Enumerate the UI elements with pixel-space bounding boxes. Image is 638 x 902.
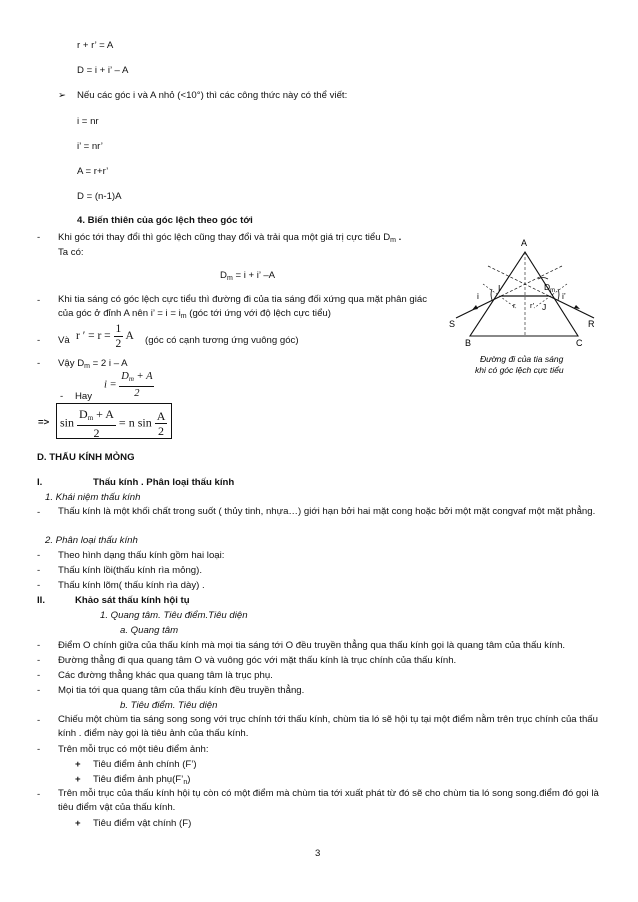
sub-heading-1: 1. Khái niệm thấu kính: [45, 492, 141, 503]
boxed-formula: [56, 403, 172, 439]
label-i: i: [477, 291, 479, 301]
sub-heading-3b: b. Tiêu điểm. Tiêu diện: [120, 700, 218, 711]
label-A: A: [521, 238, 528, 248]
angle-arc-dm: [538, 278, 548, 280]
label-J: J: [542, 302, 547, 312]
plus-bullet: +: [75, 818, 81, 829]
concave-lens: Thấu kính lõm( thấu kính rìa dày) .: [58, 580, 205, 591]
vay-line: Vậy $D_m = 2$ i – A: [58, 358, 128, 370]
label-i-prime: i’: [562, 291, 566, 301]
plus-bullet: +: [75, 774, 81, 785]
object-focus-def: Trên mỗi trục của thấu kính hội tụ còn có một điểm mà chùm tia tới xuất phát từ đó sẽ cho chùm tia ló song song.điểm đó gọi là tiêu điểm vật của thấu kính.: [58, 788, 599, 813]
heading-1: Thấu kính . Phân loại thấu kính: [93, 477, 235, 488]
diagram-caption-2: khi có góc lệch cực tiểu: [475, 365, 564, 375]
incident-arrow: [472, 305, 478, 310]
angle-arc-i: [491, 289, 492, 300]
prism-svg: [448, 236, 608, 381]
section-4-p2: Khi tia sáng có góc lệch cực tiểu thì đường đi của tia sáng đối xứng qua mặt phân giác của góc ở đỉnh A nên i’ = $i = i_m$ (góc tới ứng với độ lệch cực tiểu): [58, 294, 428, 320]
sub-heading-3: 1. Quang tâm. Tiêu điểm.Tiêu diện: [100, 610, 248, 621]
dash-bullet: -: [37, 744, 41, 755]
section-4-p1b: Ta có:: [58, 247, 84, 258]
dash-bullet: -: [37, 507, 41, 518]
dash-bullet: -: [37, 580, 41, 591]
formula-i-nr: i = nr: [77, 116, 99, 127]
label-r: r: [513, 301, 516, 310]
formula-a-sum: A = r+r’: [77, 166, 109, 177]
secondary-axis-def: Các đường thẳng khác qua quang tâm là trục phụ.: [58, 670, 273, 681]
lens-definition: Thấu kính là một khối chất trong suốt ( thủy tinh, nhựa…) giới hạn bởi hai mặt cong hoặc bởi một mặt congvaf một mặt phẳng.: [58, 506, 596, 517]
formula-deviation: D = i + i’ – A: [77, 65, 129, 76]
dash-bullet: -: [37, 565, 41, 576]
arrow-bullet: ➢: [58, 90, 67, 101]
section-4-title: 4. Biến thiên của góc lệch theo góc tới: [77, 215, 253, 226]
main-object-focus: Tiêu điểm vật chính (F): [93, 818, 192, 829]
dash-bullet: -: [37, 358, 41, 369]
sub-heading-3a: a. Quang tâm: [120, 625, 179, 636]
heading-2: Khảo sát thấu kính hội tụ: [75, 595, 190, 606]
principal-axis-def: Đường thẳng đi qua quang tâm O và vuông góc với mặt thấu kính là trục chính của thấu kính.: [58, 655, 457, 666]
label-I: I: [498, 283, 501, 293]
dash-bullet: -: [60, 391, 64, 402]
formula-i2-nr2: i’ = nr’: [77, 141, 103, 152]
dash-bullet: -: [37, 335, 41, 346]
label-C: C: [576, 338, 583, 348]
boxed-formula-content: sin $\frac{D_m + A}{2}$ = n sin $\frac{A}{2}$: [60, 407, 166, 440]
prism-diagram: [448, 236, 608, 381]
small-angle-note: Nếu các góc i và A nhỏ (<10°) thì các công thức này có thể viết:: [77, 90, 348, 101]
va-note: (góc có cạnh tương ứng vuông góc): [145, 335, 299, 346]
dash-bullet: -: [37, 715, 41, 726]
convex-lens: Thấu kính lồi(thấu kính rìa mỏng).: [58, 565, 202, 576]
formula-r-sum: r + r’ = A: [77, 40, 114, 51]
label-R: R: [588, 319, 595, 329]
focal-point-def: Chiếu một chùm tia sáng song song với trục chính tới thấu kính, chùm tia ló sẽ hội tụ tại một điểm nằm trên trục chính của thấu kính . điểm này gọi là tiêu ảnh của thấu kính.: [58, 714, 598, 739]
lens-types-intro: Theo hình dạng thấu kính gồm hai loại:: [58, 550, 225, 561]
va-equation: r ′ = r = $\frac{1}{2}$ A: [76, 323, 134, 350]
dash-bullet: -: [37, 640, 41, 651]
dash-bullet: -: [37, 550, 41, 561]
section-d-title: D. THẤU KÍNH MỎNG: [37, 452, 135, 463]
eq-min-deviation: $D_m = i + i$’ –A: [220, 270, 276, 282]
formula-d-small: D = (n-1)A: [77, 191, 122, 202]
page-number: 3: [315, 848, 321, 859]
va-label: Và: [58, 335, 70, 346]
label-Dm: $D_m$: [544, 282, 556, 294]
hay-label: Hay: [75, 391, 93, 402]
angle-arc-i2: [558, 289, 559, 300]
dash-bullet: -: [37, 789, 41, 800]
dash-bullet: -: [37, 232, 41, 243]
heading-1-number: I.: [37, 477, 43, 488]
i-equation: i = $\frac{D_m + A}{2}$: [104, 371, 153, 399]
section-4-p1: Khi góc tới thay đổi thì góc lệch cũng thay đổi và trải qua một giá trị cực tiểu $D_m$ .: [58, 232, 402, 244]
dash-bullet: -: [37, 295, 41, 306]
main-image-focus: Tiêu điểm ảnh chính (F’): [93, 759, 197, 770]
label-B: B: [465, 338, 472, 348]
diagram-caption-1: Đường đi của tia sáng: [480, 354, 564, 364]
image-focus-intro: Trên mỗi trục có một tiêu điểm ảnh:: [58, 744, 209, 755]
plus-bullet: +: [75, 759, 81, 770]
label-S: S: [449, 319, 456, 329]
emergent-ray: [549, 296, 594, 318]
dash-bullet: -: [37, 670, 41, 681]
dash-bullet: -: [37, 685, 41, 696]
center-ray-rule: Mọi tia tới qua quang tâm của thấu kính đều truyền thẳng.: [58, 685, 305, 696]
heading-2-number: II.: [37, 595, 45, 606]
dash-bullet: -: [37, 655, 41, 666]
arrow-implies: =>: [38, 417, 50, 428]
sub-heading-2: 2. Phân loại thấu kính: [45, 535, 138, 546]
secondary-image-focus: Tiêu điểm ảnh $phụ(F’_n)$: [93, 774, 191, 786]
label-r-prime: r’: [530, 301, 535, 310]
optical-center-def: Điểm O chính giữa của thấu kính mà mọi tia sáng tới O đều truyền thẳng qua thấu kính gọi là quang tâm của thấu kính.: [58, 640, 566, 651]
